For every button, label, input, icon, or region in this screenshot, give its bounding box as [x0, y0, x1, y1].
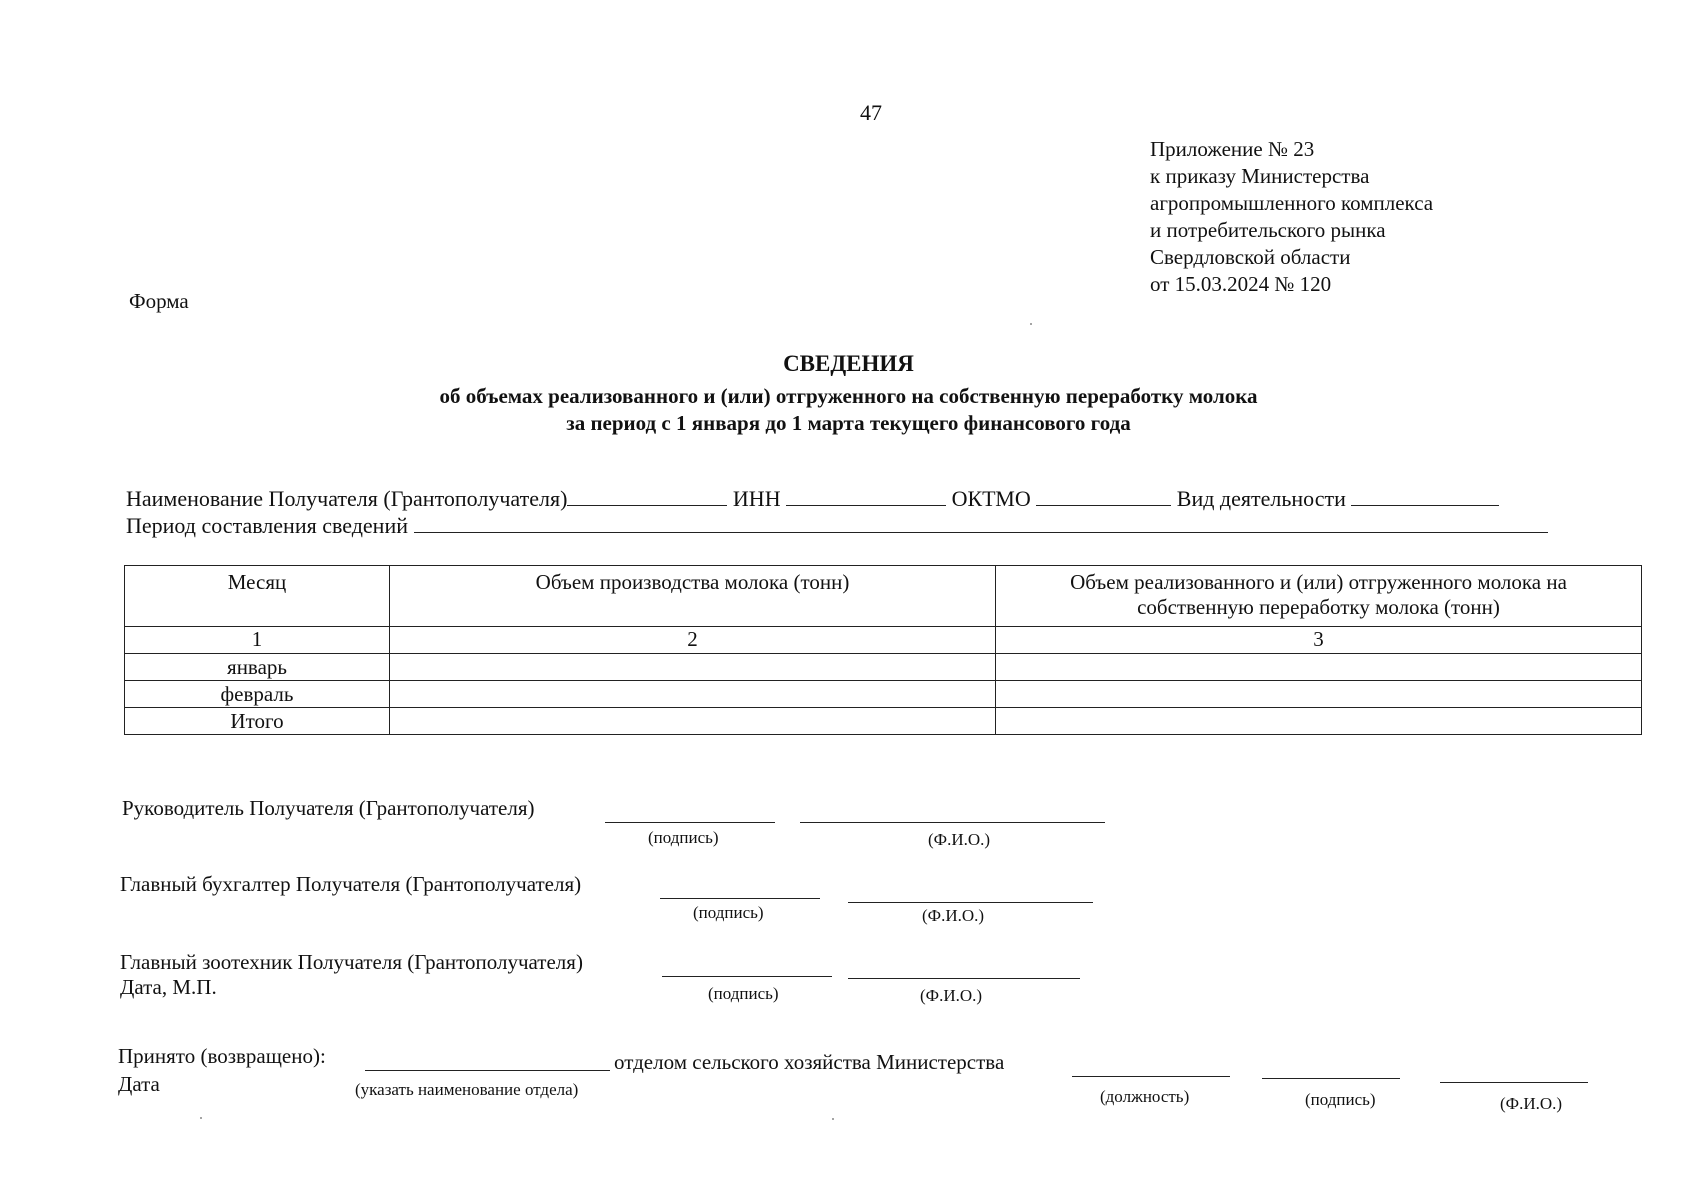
accountant-signature-label: Главный бухгалтер Получателя (Грантополучателя) [120, 872, 582, 896]
position-line[interactable] [1072, 1076, 1230, 1077]
production-cell[interactable] [390, 708, 996, 735]
zootechnician-signature-label: Главный зоотехник Получателя (Грантополучателя) [120, 950, 583, 974]
column-number: 1 [125, 627, 390, 654]
signature-caption: (подпись) [693, 903, 764, 922]
inn-label: ИНН [732, 486, 781, 511]
head-signature-line[interactable] [605, 822, 775, 823]
header-production: Объем производства молока (тонн) [390, 566, 996, 627]
acceptance-date-label: Дата [118, 1072, 160, 1096]
period-row [126, 513, 1548, 539]
table-number-row [125, 627, 1642, 654]
head-signature-label: Руководитель Получателя (Грантополучателя) [122, 796, 535, 820]
name-caption: (Ф.И.О.) [922, 906, 985, 925]
recipient-fields-row [126, 486, 1499, 512]
activity-field[interactable] [1351, 504, 1499, 506]
month-cell: Итого [125, 708, 390, 735]
shipped-cell[interactable] [996, 654, 1642, 681]
appendix-line: от 15.03.2024 № 120 [1150, 272, 1332, 296]
table-row [125, 708, 1642, 735]
department-caption: (указать наименование отдела) [355, 1080, 579, 1099]
page-number: 47 [860, 100, 882, 125]
scan-speck [832, 1118, 834, 1120]
document-title: СВЕДЕНИЯ [783, 351, 914, 376]
head-name-line[interactable] [800, 822, 1105, 823]
header-shipped: Объем реализованного и (или) отгруженного молока на собственную переработку молока (тонн) [996, 566, 1642, 627]
zootechnician-signature-line[interactable] [662, 976, 832, 977]
scan-speck [200, 1117, 202, 1119]
acceptance-label: Принято (возвращено): [118, 1044, 326, 1068]
milk-volume-table [124, 565, 1642, 735]
appendix-line: агропромышленного комплекса [1150, 191, 1434, 215]
inn-field[interactable] [786, 504, 946, 506]
activity-label: Вид деятельности [1176, 486, 1346, 511]
column-number: 2 [390, 627, 996, 654]
appendix-line: к приказу Министерства [1150, 164, 1370, 188]
name-caption: (Ф.И.О.) [920, 986, 983, 1005]
document-subtitle: об объемах реализованного и (или) отгруженного на собственную переработку молока [439, 384, 1258, 408]
signature-caption: (подпись) [648, 828, 719, 847]
production-cell[interactable] [390, 654, 996, 681]
oktmo-label: ОКТМО [951, 486, 1031, 511]
name-caption: (Ф.И.О.) [1500, 1094, 1563, 1113]
signature-caption: (подпись) [708, 984, 779, 1003]
table-header-row [125, 566, 1642, 627]
recipient-name-field[interactable] [567, 504, 727, 506]
shipped-cell[interactable] [996, 708, 1642, 735]
appendix-line: и потребительского рынка [1150, 218, 1386, 242]
month-cell: февраль [125, 681, 390, 708]
acceptance-signature-line[interactable] [1262, 1078, 1400, 1079]
signature-caption: (подпись) [1305, 1090, 1376, 1109]
date-stamp-label: Дата, М.П. [120, 975, 217, 999]
table-row [125, 654, 1642, 681]
acceptance-name-line[interactable] [1440, 1082, 1588, 1083]
shipped-cell[interactable] [996, 681, 1642, 708]
month-cell: январь [125, 654, 390, 681]
recipient-name-label: Наименование Получателя (Грантополучателя) [126, 486, 568, 511]
department-name-line[interactable] [365, 1070, 610, 1071]
table-row [125, 681, 1642, 708]
oktmo-field[interactable] [1036, 504, 1171, 506]
accountant-signature-line[interactable] [660, 898, 820, 899]
department-label: отделом сельского хозяйства Министерства [614, 1050, 1005, 1074]
scan-speck [1030, 323, 1032, 325]
production-cell[interactable] [390, 681, 996, 708]
appendix-block [1150, 136, 1433, 298]
period-field[interactable] [414, 531, 1548, 533]
header-month: Месяц [125, 566, 390, 627]
form-label: Форма [129, 289, 189, 313]
period-label: Период составления сведений [126, 513, 408, 538]
zootechnician-name-line[interactable] [848, 978, 1080, 979]
position-caption: (должность) [1100, 1087, 1190, 1106]
appendix-line: Приложение № 23 [1150, 137, 1315, 161]
name-caption: (Ф.И.О.) [928, 830, 991, 849]
column-number: 3 [996, 627, 1642, 654]
document-period-line: за период с 1 января до 1 марта текущего финансового года [566, 411, 1131, 435]
accountant-name-line[interactable] [848, 902, 1093, 903]
appendix-line: Свердловской области [1150, 245, 1351, 269]
